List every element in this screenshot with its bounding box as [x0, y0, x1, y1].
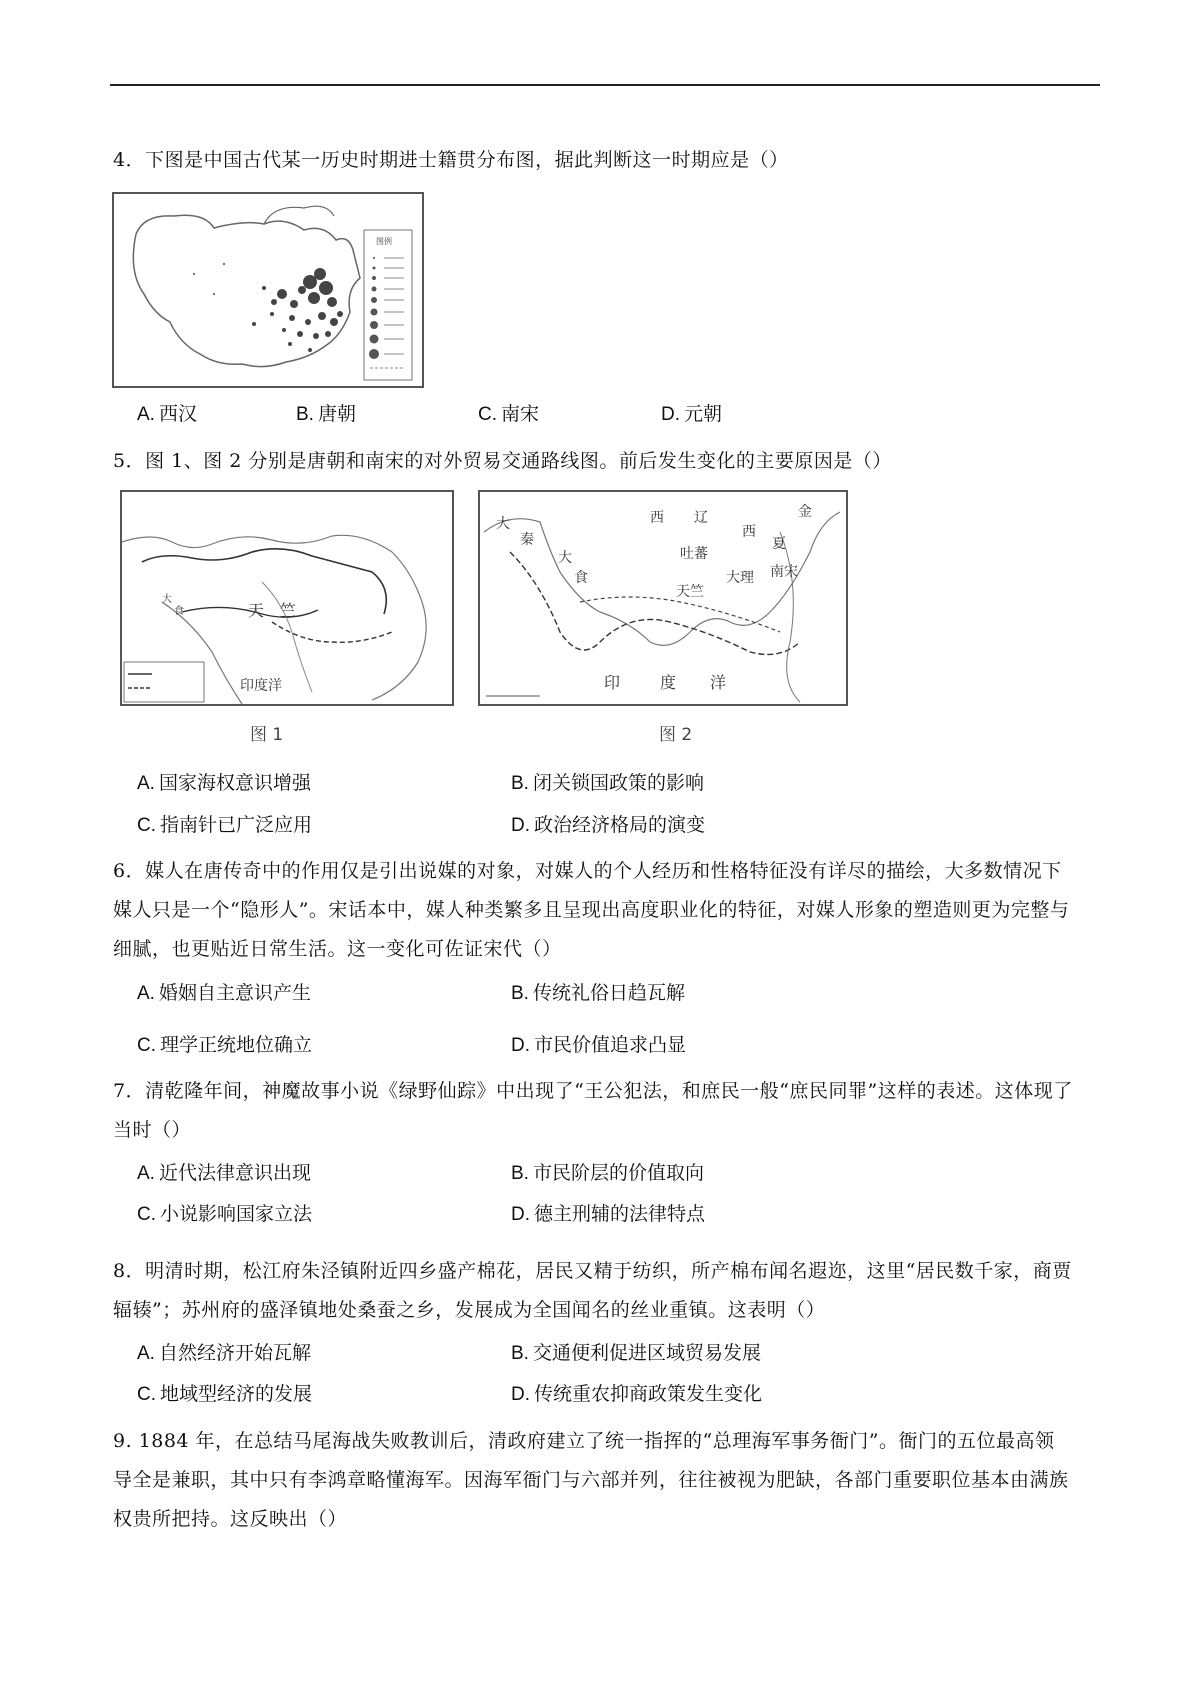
fig1-label-da: 大 — [162, 594, 172, 605]
q7-option-d[interactable]: D. 德主刑辅的法律特点 — [511, 1203, 706, 1225]
q6-option-b[interactable]: B. 传统礼俗日趋瓦解 — [511, 982, 685, 1004]
fig2-label-tianzhu: 天竺 — [676, 584, 704, 600]
tang-trade-route-map — [120, 490, 454, 706]
fig1-label-shi: 食 — [174, 606, 184, 617]
question-8-stem: 8．明清时期，松江府朱泾镇附近四乡盛产棉花，居民又精于纺织，所产棉布闻名遐迩，这里“居民数千家，商贾辐辏”；苏州府的盛泽镇地处桑蚕之乡，发展成为全国闻名的丝业重镇。这表明（） — [113, 1260, 1072, 1321]
q6-option-c[interactable]: C. 理学正统地位确立 — [137, 1034, 313, 1056]
q7-option-b[interactable]: B. 市民阶层的价值取向 — [511, 1162, 704, 1184]
q8-option-c[interactable]: C. 地域型经济的发展 — [137, 1383, 313, 1405]
fig2-label-qin: 秦 — [520, 532, 534, 548]
fig2-label-nansong: 南宋 — [770, 564, 798, 580]
question-4-stem: 4．下图是中国古代某一历史时期进士籍贯分布图，据此判断这一时期应是（） — [113, 149, 789, 171]
question-6-stem: 6．媒人在唐传奇中的作用仅是引出说媒的对象，对媒人的个人经历和性格特征没有详尽的描绘，大多数情况下媒人只是一个“隐形人”。宋话本中，媒人种类繁多且呈现出高度职业化的特征，对媒人形象的塑造则更为完整与细腻，也更贴近日常生活。这一变化可佐证宋代（） — [113, 860, 1070, 960]
fig2-label-da-2: 大 — [558, 550, 572, 566]
question-7-stem: 7．清乾隆年间，神魔故事小说《绿野仙踪》中出现了“王公犯法，和庶民一般“庶民同罪”这样的表述。这体现了当时（） — [113, 1080, 1073, 1141]
fig2-label-xi-2: 西 — [742, 524, 756, 540]
q6-option-a[interactable]: A. 婚姻自主意识产生 — [137, 982, 311, 1004]
q5-option-b[interactable]: B. 闭关锁国政策的影响 — [511, 772, 704, 794]
fig2-label-jin: 金 — [798, 504, 812, 520]
fig2-label-du: 度 — [660, 673, 677, 692]
question-9-stem: 9. 1884 年，在总结马尾海战失败教训后，清政府建立了统一指挥的“总理海军事务衙门”。衙门的五位最高领导全是兼职，其中只有李鸿章略懂海军。因海军衙门与六部并列，往往被视为肥缺，各部门重要职位基本由满族权贵所把持。这反映出（） — [113, 1430, 1069, 1530]
q6-option-d[interactable]: D. 市民价值追求凸显 — [511, 1034, 687, 1056]
fig2-label-yang: 洋 — [710, 673, 727, 692]
q5-option-d[interactable]: D. 政治经济格局的演变 — [511, 814, 706, 836]
fig2-label-xia: 夏 — [772, 536, 786, 552]
jinshi-distribution-map — [112, 192, 424, 388]
q7-option-c[interactable]: C. 小说影响国家立法 — [137, 1203, 313, 1225]
fig2-label-xi-1: 西 — [650, 510, 664, 526]
fig2-label-da-1: 大 — [496, 516, 510, 532]
header-rule — [110, 84, 1100, 86]
question-5-stem: 5．图 1、图 2 分别是唐朝和南宋的对外贸易交通路线图。前后发生变化的主要原因是（） — [113, 450, 892, 472]
fig1-label-zhu: 竺 — [280, 601, 297, 620]
q4-option-a[interactable]: A. 西汉 — [137, 403, 197, 425]
fig1-label-indian-ocean: 印度洋 — [240, 678, 282, 694]
q7-option-a[interactable]: A. 近代法律意识出现 — [137, 1162, 311, 1184]
q8-option-d[interactable]: D. 传统重农抑商政策发生变化 — [511, 1383, 763, 1405]
q5-option-a[interactable]: A. 国家海权意识增强 — [137, 772, 311, 794]
fig2-label-shi: 食 — [574, 570, 588, 586]
q4-option-c[interactable]: C. 南宋 — [478, 403, 540, 425]
map-legend-title: 图例 — [376, 237, 392, 246]
fig1-caption: 图 1 — [250, 725, 284, 745]
q8-option-b[interactable]: B. 交通便利促进区域贸易发展 — [511, 1342, 761, 1364]
fig1-label-tian: 天 — [248, 601, 265, 620]
q5-option-c[interactable]: C. 指南针已广泛应用 — [137, 814, 313, 836]
q4-option-b[interactable]: B. 唐朝 — [296, 403, 356, 425]
fig2-label-liao: 辽 — [694, 510, 708, 526]
fig2-label-yin: 印 — [604, 673, 621, 692]
q8-option-a[interactable]: A. 自然经济开始瓦解 — [137, 1342, 311, 1364]
song-trade-route-map — [478, 490, 848, 706]
fig2-label-tubo: 吐蕃 — [680, 546, 708, 562]
q4-option-d[interactable]: D. 元朝 — [661, 403, 723, 425]
fig2-caption: 图 2 — [659, 725, 693, 745]
fig2-label-dali: 大理 — [726, 570, 754, 586]
